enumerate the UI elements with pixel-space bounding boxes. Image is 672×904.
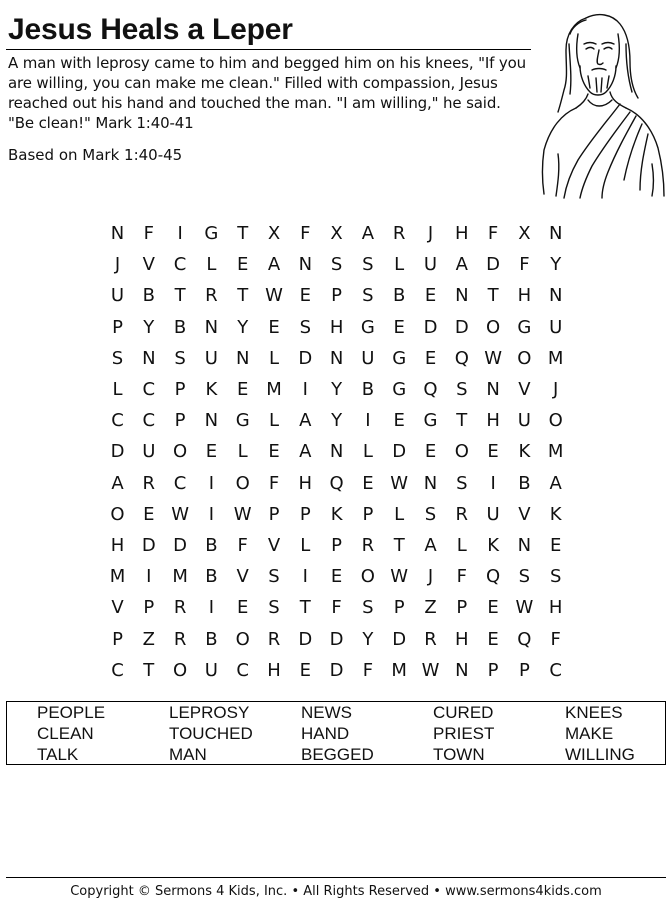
- grid-letter[interactable]: D: [454, 316, 469, 338]
- grid-letter[interactable]: H: [267, 659, 281, 681]
- grid-letter[interactable]: R: [142, 472, 156, 494]
- grid-letter[interactable]: N: [517, 535, 532, 556]
- grid-letter[interactable]: W: [484, 347, 502, 369]
- grid-letter[interactable]: B: [173, 316, 187, 338]
- grid-letter[interactable]: S: [111, 347, 124, 369]
- scripture-reference: Based on Mark 1:40-45: [8, 146, 183, 164]
- grid-letter[interactable]: E: [268, 316, 280, 338]
- grid-letter[interactable]: E: [487, 628, 499, 650]
- grid-letter[interactable]: R: [173, 628, 187, 650]
- grid-letter[interactable]: P: [112, 316, 123, 338]
- grid-letter[interactable]: E: [330, 566, 343, 588]
- grid-letter[interactable]: E: [424, 347, 437, 369]
- grid-letter[interactable]: B: [205, 566, 218, 588]
- grid-letter[interactable]: P: [518, 659, 530, 681]
- grid-row: [102, 655, 572, 686]
- grid-letter[interactable]: A: [424, 535, 437, 556]
- grid-row: [102, 561, 572, 592]
- grid-letter[interactable]: P: [299, 503, 311, 525]
- grid-letter[interactable]: M: [547, 347, 564, 369]
- grid-row: [102, 592, 572, 623]
- grid-letter[interactable]: T: [237, 223, 249, 244]
- grid-letter[interactable]: V: [111, 597, 124, 619]
- grid-letter[interactable]: H: [298, 472, 313, 494]
- grid-letter[interactable]: J: [427, 566, 434, 588]
- grid-letter[interactable]: M: [391, 659, 407, 681]
- grid-letter[interactable]: J: [553, 379, 559, 400]
- grid-letter[interactable]: L: [394, 503, 405, 525]
- grid-letter[interactable]: O: [517, 347, 532, 369]
- grid-letter[interactable]: G: [392, 379, 407, 400]
- grid-letter[interactable]: H: [486, 410, 500, 432]
- grid-letter[interactable]: W: [171, 503, 189, 525]
- grid-row: [102, 280, 572, 311]
- grid-letter[interactable]: N: [204, 410, 219, 432]
- word-list-item: TOWN: [433, 745, 485, 764]
- word-list-item: CURED: [433, 703, 494, 722]
- grid-letter[interactable]: E: [424, 285, 437, 307]
- grid-letter[interactable]: Y: [362, 628, 374, 650]
- grid-letter[interactable]: N: [455, 285, 469, 307]
- scripture-passage: A man with leprosy came to him and begged him on his knees, "If you are willing, you can make me clean." Filled with compassion, Jesus reached out his hand and touched the man. "I am willing," he said. "Be clean!" Mark 1:40-41: [8, 54, 526, 132]
- grid-letter[interactable]: S: [362, 254, 374, 276]
- grid-letter[interactable]: A: [267, 254, 281, 276]
- word-list-item: PRIEST: [433, 724, 495, 743]
- grid-letter[interactable]: T: [487, 285, 499, 307]
- grid-letter[interactable]: K: [330, 503, 343, 525]
- grid-letter[interactable]: M: [172, 566, 188, 588]
- grid-letter[interactable]: G: [204, 223, 219, 244]
- grid-letter[interactable]: W: [390, 472, 409, 494]
- grid-letter[interactable]: T: [299, 597, 311, 619]
- grid-letter[interactable]: A: [361, 223, 375, 244]
- grid-letter[interactable]: Y: [331, 410, 343, 432]
- grid-letter[interactable]: S: [268, 597, 280, 619]
- grid-letter[interactable]: V: [142, 254, 155, 276]
- grid-letter[interactable]: W: [265, 285, 283, 307]
- grid-letter[interactable]: F: [268, 472, 280, 494]
- word-list-item: MAN: [169, 745, 207, 764]
- grid-letter[interactable]: S: [456, 472, 468, 494]
- grid-letter[interactable]: O: [548, 410, 563, 432]
- grid-letter[interactable]: I: [490, 472, 496, 494]
- grid-letter[interactable]: O: [235, 472, 250, 494]
- grid-letter[interactable]: N: [423, 472, 438, 494]
- grid-row: [102, 312, 572, 343]
- grid-letter[interactable]: A: [299, 441, 312, 463]
- grid-row: [102, 249, 572, 280]
- grid-letter[interactable]: S: [330, 254, 343, 276]
- footer-divider: [6, 877, 666, 878]
- grid-letter[interactable]: R: [205, 285, 218, 307]
- grid-letter[interactable]: U: [142, 441, 156, 463]
- grid-letter[interactable]: B: [205, 535, 218, 556]
- grid-letter[interactable]: P: [331, 285, 343, 307]
- grid-letter[interactable]: S: [268, 566, 280, 588]
- grid-letter[interactable]: I: [146, 566, 152, 588]
- grid-letter[interactable]: K: [487, 535, 499, 556]
- grid-letter[interactable]: L: [362, 441, 373, 463]
- grid-letter[interactable]: L: [112, 379, 123, 400]
- grid-letter[interactable]: N: [329, 347, 344, 369]
- grid-letter[interactable]: Y: [237, 316, 249, 338]
- grid-letter[interactable]: J: [427, 223, 434, 244]
- grid-letter[interactable]: L: [237, 441, 248, 463]
- grid-letter[interactable]: Y: [143, 316, 155, 338]
- grid-letter[interactable]: S: [456, 379, 468, 400]
- grid-letter[interactable]: R: [173, 597, 187, 619]
- grid-letter[interactable]: Q: [423, 379, 438, 400]
- grid-letter[interactable]: U: [423, 254, 438, 276]
- word-list-item: BEGGED: [301, 745, 374, 764]
- word-list-item: HAND: [301, 724, 350, 743]
- grid-letter[interactable]: F: [550, 628, 561, 650]
- grid-row: [102, 374, 572, 405]
- grid-letter[interactable]: L: [394, 254, 405, 276]
- grid-letter[interactable]: T: [393, 535, 405, 556]
- grid-letter[interactable]: I: [365, 410, 371, 432]
- grid-letter[interactable]: C: [236, 659, 249, 681]
- word-list-item: TALK: [37, 745, 79, 764]
- grid-letter[interactable]: Q: [454, 347, 469, 369]
- grid-letter[interactable]: A: [549, 472, 562, 494]
- grid-row: [102, 530, 572, 561]
- grid-letter[interactable]: U: [549, 316, 563, 338]
- grid-letter[interactable]: H: [329, 316, 344, 338]
- word-list-item: NEWS: [301, 703, 352, 722]
- grid-row: [102, 499, 572, 530]
- grid-letter[interactable]: L: [268, 410, 280, 432]
- grid-letter[interactable]: F: [519, 254, 530, 276]
- grid-letter[interactable]: V: [236, 566, 249, 588]
- grid-letter[interactable]: F: [143, 223, 154, 244]
- grid-letter[interactable]: U: [204, 347, 218, 369]
- grid-letter[interactable]: S: [362, 285, 374, 307]
- grid-letter[interactable]: O: [486, 316, 501, 338]
- grid-letter[interactable]: P: [143, 597, 155, 619]
- copyright-footer: Copyright © Sermons 4 Kids, Inc. • All Rights Reserved • www.sermons4kids.com: [70, 884, 602, 899]
- grid-letter[interactable]: E: [237, 254, 249, 276]
- grid-letter[interactable]: T: [174, 285, 186, 307]
- grid-letter[interactable]: B: [518, 472, 531, 494]
- grid-letter[interactable]: R: [392, 223, 406, 244]
- grid-letter[interactable]: D: [298, 628, 313, 650]
- grid-letter[interactable]: H: [110, 535, 125, 556]
- grid-letter[interactable]: V: [267, 535, 281, 556]
- grid-letter[interactable]: D: [173, 535, 188, 556]
- grid-letter[interactable]: B: [142, 285, 155, 307]
- grid-letter[interactable]: S: [362, 597, 374, 619]
- grid-letter[interactable]: D: [329, 659, 344, 681]
- grid-letter[interactable]: P: [362, 503, 374, 525]
- grid-letter[interactable]: R: [424, 628, 437, 650]
- grid-letter[interactable]: L: [456, 535, 467, 556]
- grid-letter[interactable]: Q: [329, 472, 344, 494]
- grid-letter[interactable]: W: [421, 659, 440, 681]
- grid-letter[interactable]: C: [173, 254, 187, 276]
- grid-letter[interactable]: N: [548, 223, 563, 244]
- grid-letter[interactable]: E: [268, 441, 280, 463]
- grid-letter[interactable]: I: [208, 472, 215, 494]
- grid-letter[interactable]: X: [518, 223, 531, 244]
- grid-letter[interactable]: E: [393, 316, 405, 338]
- word-list-item: WILLING: [565, 745, 635, 764]
- word-list-item: KNEES: [565, 703, 623, 722]
- grid-letter[interactable]: M: [109, 566, 126, 588]
- grid-letter[interactable]: C: [111, 659, 124, 681]
- grid-letter[interactable]: W: [515, 597, 534, 619]
- grid-letter[interactable]: B: [361, 379, 375, 400]
- grid-letter[interactable]: H: [455, 223, 469, 244]
- grid-letter[interactable]: S: [299, 316, 312, 338]
- grid-letter[interactable]: O: [454, 441, 469, 463]
- grid-letter[interactable]: N: [110, 223, 125, 244]
- word-list-item: PEOPLE: [37, 703, 106, 722]
- grid-letter[interactable]: S: [424, 503, 437, 525]
- grid-letter[interactable]: R: [267, 628, 281, 650]
- grid-letter[interactable]: Z: [142, 628, 155, 650]
- grid-letter[interactable]: N: [486, 379, 500, 400]
- grid-letter[interactable]: O: [173, 659, 188, 681]
- grid-row: [102, 405, 572, 436]
- grid-row: [102, 436, 572, 467]
- word-list-box: [6, 701, 666, 765]
- grid-letter[interactable]: T: [456, 410, 468, 432]
- grid-letter[interactable]: R: [361, 535, 375, 556]
- grid-letter[interactable]: D: [392, 441, 407, 463]
- grid-letter[interactable]: P: [174, 410, 186, 432]
- grid-letter[interactable]: E: [205, 441, 218, 463]
- grid-letter[interactable]: C: [142, 410, 156, 432]
- grid-letter[interactable]: C: [549, 659, 562, 681]
- grid-letter[interactable]: D: [423, 316, 438, 338]
- grid-letter[interactable]: A: [299, 410, 312, 432]
- grid-letter[interactable]: K: [549, 503, 562, 525]
- grid-letter[interactable]: F: [456, 566, 467, 588]
- grid-letter[interactable]: I: [177, 223, 183, 244]
- grid-letter[interactable]: E: [487, 441, 499, 463]
- grid-letter[interactable]: D: [486, 254, 501, 276]
- grid-letter[interactable]: D: [141, 535, 156, 556]
- grid-letter[interactable]: E: [393, 410, 405, 432]
- grid-letter[interactable]: I: [208, 597, 215, 619]
- grid-letter[interactable]: M: [547, 441, 564, 463]
- grid-letter[interactable]: U: [110, 285, 125, 307]
- grid-letter[interactable]: W: [390, 566, 409, 588]
- grid-letter[interactable]: G: [517, 316, 532, 338]
- grid-letter[interactable]: L: [300, 535, 311, 556]
- grid-letter[interactable]: F: [362, 659, 374, 681]
- grid-letter[interactable]: N: [235, 347, 250, 369]
- grid-letter[interactable]: P: [456, 597, 468, 619]
- grid-letter[interactable]: P: [393, 597, 405, 619]
- grid-letter[interactable]: U: [204, 659, 218, 681]
- grid-letter[interactable]: I: [208, 503, 215, 525]
- grid-letter[interactable]: E: [237, 597, 249, 619]
- word-list-item: TOUCHED: [169, 724, 253, 743]
- grid-letter[interactable]: E: [237, 379, 249, 400]
- grid-letter[interactable]: E: [487, 597, 499, 619]
- grid-letter[interactable]: D: [110, 441, 125, 463]
- grid-letter[interactable]: G: [423, 410, 438, 432]
- grid-letter[interactable]: Y: [331, 379, 343, 400]
- word-list-item: LEPROSY: [169, 703, 250, 722]
- grid-letter[interactable]: Q: [517, 628, 532, 650]
- grid-letter[interactable]: J: [114, 254, 121, 276]
- grid-letter[interactable]: E: [143, 503, 155, 525]
- grid-letter[interactable]: S: [174, 347, 186, 369]
- grid-letter[interactable]: B: [393, 285, 406, 307]
- grid-row: [102, 218, 572, 249]
- page-title: Jesus Heals a Leper: [8, 13, 293, 46]
- word-list-item: MAKE: [565, 724, 614, 743]
- grid-letter[interactable]: E: [550, 535, 562, 556]
- grid-letter[interactable]: F: [300, 223, 311, 244]
- title-divider: [6, 49, 531, 50]
- grid-letter[interactable]: O: [173, 441, 188, 463]
- grid-letter[interactable]: N: [329, 441, 344, 463]
- grid-letter[interactable]: H: [548, 597, 563, 619]
- grid-letter[interactable]: C: [111, 410, 124, 432]
- grid-letter[interactable]: G: [235, 410, 250, 432]
- grid-letter[interactable]: F: [487, 223, 499, 244]
- grid-letter[interactable]: A: [455, 254, 468, 276]
- grid-row: [102, 624, 572, 655]
- grid-letter[interactable]: D: [298, 347, 313, 369]
- grid-letter[interactable]: P: [174, 379, 186, 400]
- grid-letter[interactable]: I: [302, 379, 308, 400]
- grid-letter[interactable]: B: [205, 628, 218, 650]
- grid-letter[interactable]: A: [111, 472, 124, 494]
- grid-letter[interactable]: E: [362, 472, 374, 494]
- grid-letter[interactable]: V: [518, 379, 531, 400]
- grid-letter[interactable]: Y: [550, 254, 562, 276]
- grid-letter[interactable]: S: [549, 566, 562, 588]
- grid-letter[interactable]: T: [237, 285, 249, 307]
- grid-letter[interactable]: N: [204, 316, 219, 338]
- grid-letter[interactable]: N: [142, 347, 156, 369]
- grid-letter[interactable]: K: [518, 441, 531, 463]
- grid-letter[interactable]: L: [206, 254, 217, 276]
- grid-letter[interactable]: V: [518, 503, 531, 525]
- grid-letter[interactable]: H: [517, 285, 532, 307]
- grid-letter[interactable]: M: [266, 379, 282, 400]
- grid-letter[interactable]: O: [110, 503, 125, 525]
- grid-letter[interactable]: H: [455, 628, 469, 650]
- grid-letter[interactable]: K: [205, 379, 218, 400]
- grid-letter[interactable]: R: [455, 503, 469, 525]
- grid-letter[interactable]: N: [455, 659, 469, 681]
- grid-letter[interactable]: P: [487, 659, 499, 681]
- grid-letter[interactable]: G: [392, 347, 407, 369]
- grid-letter[interactable]: U: [517, 410, 531, 432]
- grid-letter[interactable]: L: [268, 347, 280, 369]
- grid-letter[interactable]: F: [331, 597, 342, 619]
- grid-letter[interactable]: P: [112, 628, 123, 650]
- grid-row: [102, 343, 572, 374]
- jesus-illustration: [536, 4, 668, 200]
- grid-letter[interactable]: W: [233, 503, 252, 525]
- word-list-item: CLEAN: [37, 724, 94, 743]
- grid-letter[interactable]: G: [360, 316, 375, 338]
- grid-letter[interactable]: C: [142, 379, 156, 400]
- grid-letter[interactable]: E: [299, 659, 311, 681]
- grid-letter[interactable]: E: [299, 285, 311, 307]
- grid-letter[interactable]: X: [267, 223, 281, 244]
- grid-letter[interactable]: T: [143, 659, 155, 681]
- grid-letter[interactable]: Z: [424, 597, 437, 619]
- grid-letter[interactable]: D: [392, 628, 407, 650]
- grid-letter[interactable]: P: [331, 535, 343, 556]
- grid-letter[interactable]: U: [361, 347, 375, 369]
- grid-letter[interactable]: E: [424, 441, 437, 463]
- grid-letter[interactable]: S: [518, 566, 531, 588]
- grid-letter[interactable]: N: [298, 254, 313, 276]
- grid-letter[interactable]: O: [360, 566, 375, 588]
- grid-letter[interactable]: P: [268, 503, 280, 525]
- grid-letter[interactable]: D: [329, 628, 344, 650]
- grid-letter[interactable]: X: [330, 223, 343, 244]
- grid-letter[interactable]: F: [237, 535, 248, 556]
- grid-row: [102, 468, 572, 499]
- grid-letter[interactable]: N: [548, 285, 563, 307]
- grid-letter[interactable]: O: [235, 628, 250, 650]
- grid-letter[interactable]: Q: [486, 566, 501, 588]
- grid-letter[interactable]: C: [173, 472, 187, 494]
- grid-letter[interactable]: I: [302, 566, 308, 588]
- grid-letter[interactable]: U: [486, 503, 500, 525]
